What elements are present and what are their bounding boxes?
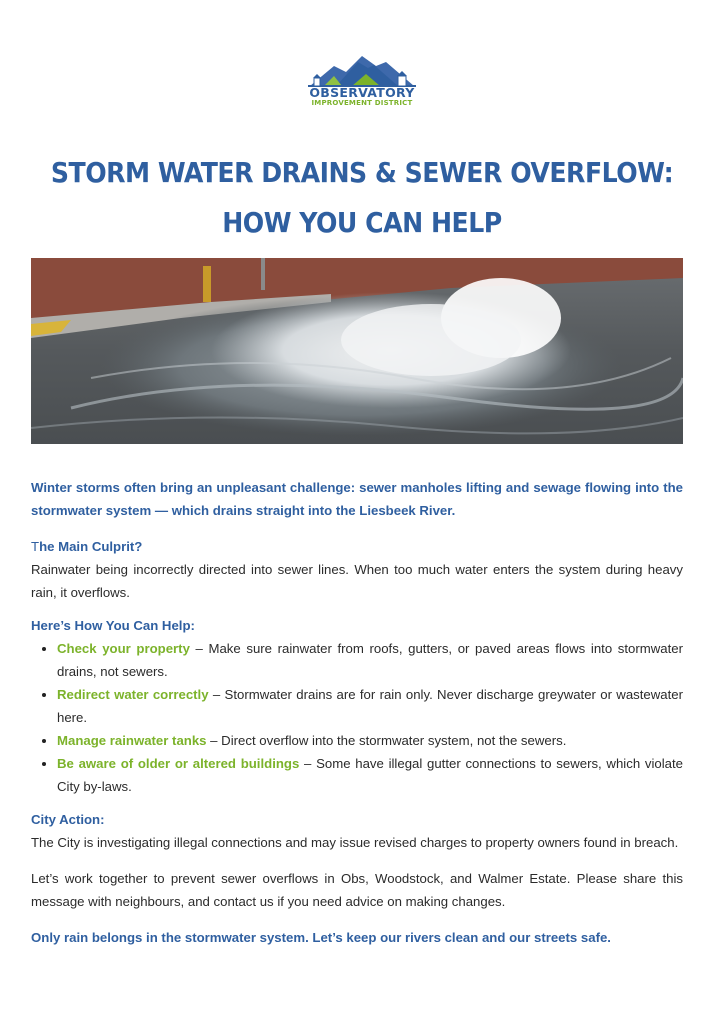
- intro-paragraph: Winter storms often bring an unpleasant challenge: sewer manholes lifting and sewage flowing into the stormwater system — which drains straight into the Liesbeek River.: [31, 480, 683, 518]
- list-item: • Be aware of older or altered buildings – Some have illegal gutter connections to sewers, which violate City by-laws.: [57, 752, 683, 798]
- title-line-1: STORM WATER DRAINS & SEWER OVERFLOW:: [50, 156, 674, 189]
- closing-statement: Only rain belongs in the stormwater system. Let’s keep our rivers clean and our streets safe.: [31, 930, 611, 945]
- list-item: • Manage rainwater tanks – Direct overflow into the stormwater system, not the sewers.: [57, 729, 683, 752]
- mountain-logo-icon: [306, 52, 418, 88]
- list-item: • Check your property – Make sure rainwater from roofs, gutters, or paved areas flows into stormwater drains, not sewers.: [57, 637, 683, 683]
- article-body: [31, 476, 683, 949]
- observatory-logo: [300, 52, 424, 116]
- title-line-2: HOW YOU CAN HELP: [222, 206, 502, 239]
- city-action-heading: City Action:: [31, 812, 105, 827]
- logo-subtitle: IMPROVEMENT DISTRICT: [311, 99, 413, 107]
- culprit-text: Rainwater being incorrectly directed into sewer lines. When too much water enters the system during heavy rain, it overflows.: [31, 562, 683, 600]
- list-item: • Redirect water correctly – Stormwater drains are for rain only. Never discharge greywater or wastewater here.: [57, 683, 683, 729]
- page-title: [20, 148, 704, 248]
- help-list: [31, 637, 683, 798]
- help-heading: Here’s How You Can Help:: [31, 618, 195, 633]
- flooded-manhole-photo: [31, 258, 683, 444]
- together-paragraph: Let’s work together to prevent sewer overflows in Obs, Woodstock, and Walmer Estate. Please share this message with neighbours, and contact us if you need advice on making changes.: [31, 871, 683, 909]
- logo-name: OBSERVATORY: [309, 85, 415, 100]
- culprit-heading: The Main Culprit?: [31, 539, 143, 554]
- city-action-text: The City is investigating illegal connections and may issue revised charges to property owners found in breach.: [31, 835, 679, 850]
